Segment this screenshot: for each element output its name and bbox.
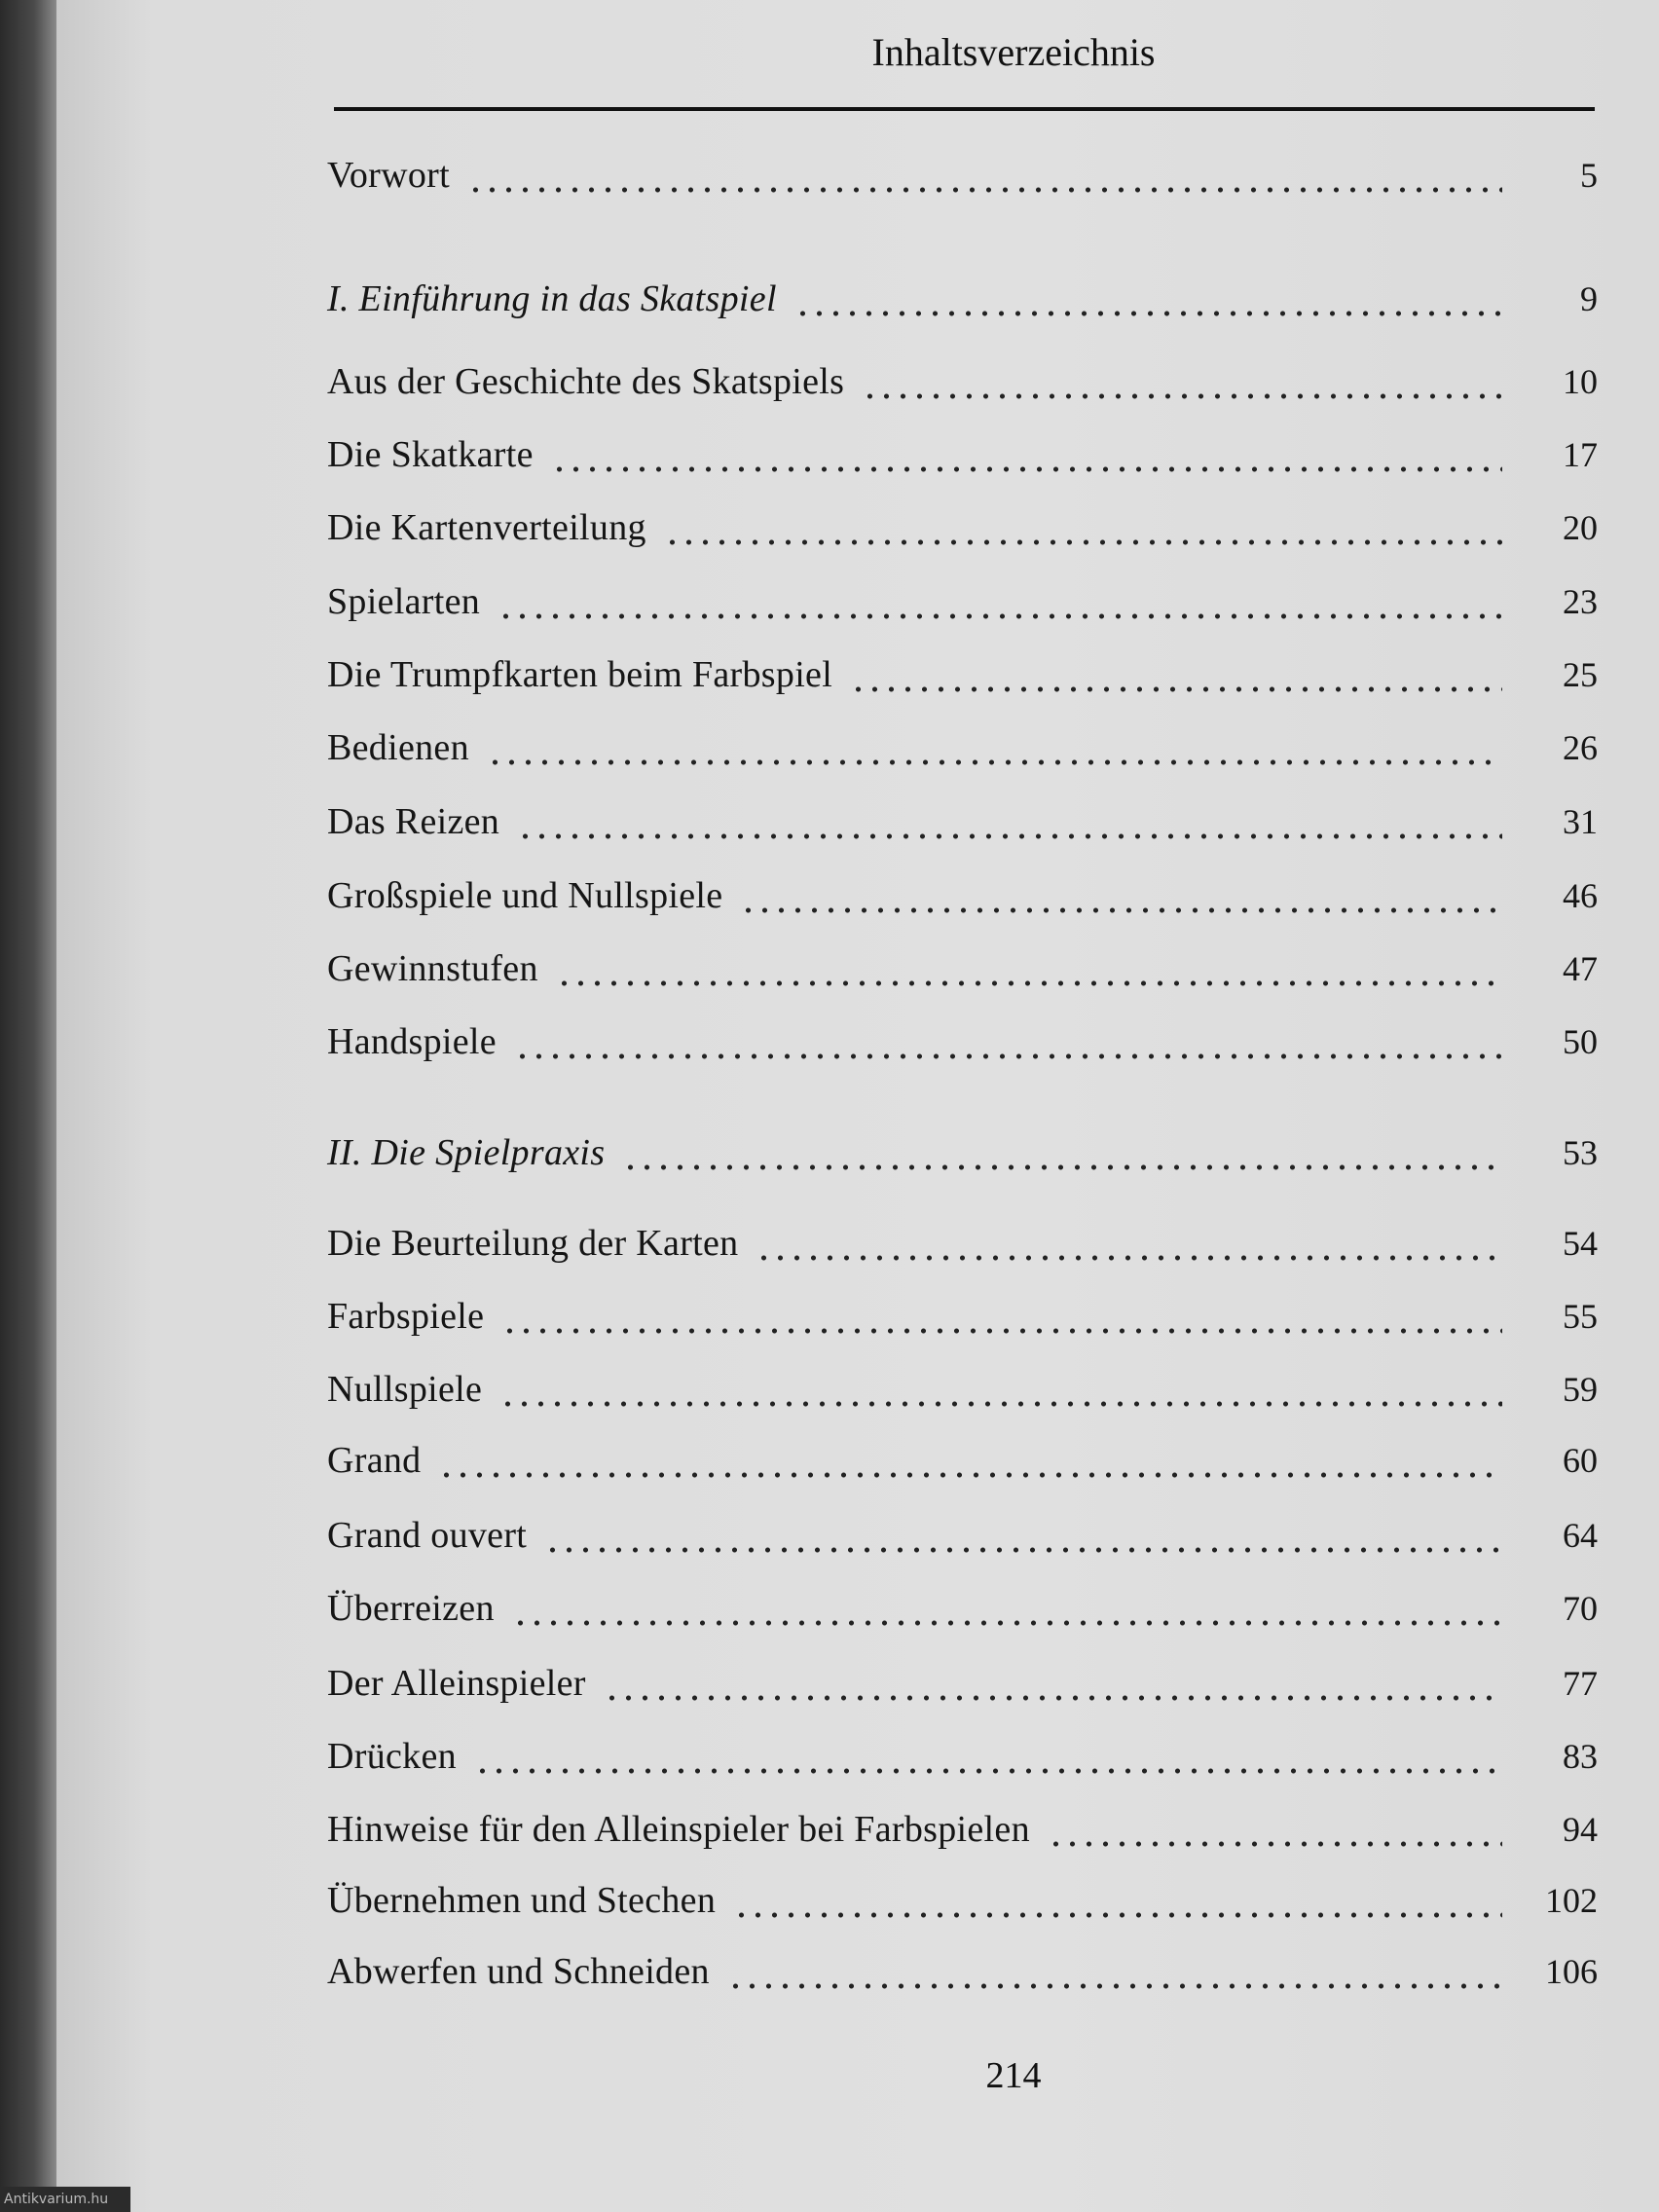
toc-entry-title: Übernehmen und Stechen — [327, 1880, 717, 1921]
dot-leader — [862, 391, 1502, 401]
toc-entry-row — [327, 726, 1598, 781]
toc-page-number: 5 — [1580, 156, 1598, 195]
toc-page-number: 54 — [1563, 1224, 1598, 1263]
toc-entry-title: Gewinnstufen — [327, 948, 538, 989]
toc-entry-title: Farbspiele — [327, 1296, 485, 1337]
toc-entry-title: Spielarten — [327, 581, 481, 622]
dot-leader — [850, 684, 1502, 694]
toc-section-row — [327, 1131, 1598, 1186]
page-number: 214 — [985, 2055, 1042, 2096]
toc-page-number: 10 — [1563, 362, 1598, 401]
toc-page-number: 64 — [1563, 1516, 1598, 1555]
toc-entry-row — [327, 1295, 1598, 1349]
toc-page-number: 47 — [1563, 949, 1598, 988]
dot-leader — [474, 1766, 1502, 1776]
toc-entry-row — [327, 1514, 1598, 1568]
toc-entry-title: Drücken — [327, 1736, 457, 1777]
toc-entry-row — [327, 1020, 1598, 1075]
dot-leader — [622, 1162, 1502, 1172]
toc-page-number: 9 — [1580, 279, 1598, 318]
toc-entry-title: Handspiele — [327, 1021, 497, 1062]
toc-page-number: 26 — [1563, 728, 1598, 767]
book-page — [56, 0, 1659, 2212]
toc-entry-title: Die Trumpfkarten beim Farbspiel — [327, 654, 833, 695]
toc-entry-row — [327, 1368, 1598, 1422]
toc-page-number: 59 — [1563, 1370, 1598, 1409]
toc-entry-title: Vorwort — [327, 155, 450, 196]
toc-entry-row — [327, 800, 1598, 855]
toc-entry-row — [327, 1587, 1598, 1641]
toc-entry-title: Bedienen — [327, 727, 469, 768]
toc-page-number: 17 — [1563, 435, 1598, 474]
toc-entry-title: Hinweise für den Alleinspieler bei Farbspielen — [327, 1809, 1030, 1850]
toc-page-number: 106 — [1545, 1952, 1598, 1991]
watermark: Antikvarium.hu — [0, 2187, 130, 2212]
toc-entry-row — [327, 1808, 1598, 1862]
dot-leader — [733, 1910, 1502, 1920]
dot-leader — [551, 464, 1502, 474]
dot-leader — [514, 1051, 1502, 1061]
toc-page-number: 20 — [1563, 508, 1598, 547]
page-footer — [56, 2054, 1659, 2097]
dot-leader — [664, 537, 1502, 547]
toc-entry-title: Das Reizen — [327, 801, 500, 842]
toc-page-number: 77 — [1563, 1664, 1598, 1703]
dot-leader — [544, 1545, 1502, 1555]
dot-leader — [487, 757, 1502, 767]
toc-entry-title: Die Skatkarte — [327, 434, 534, 475]
toc-entry-row — [327, 874, 1598, 929]
dot-leader — [756, 1253, 1502, 1263]
toc-entry-title: Großspiele und Nullspiele — [327, 875, 723, 916]
dot-leader — [740, 905, 1502, 915]
toc-entry-title: Die Beurteilung der Karten — [327, 1223, 739, 1264]
toc-entry-row — [327, 1662, 1598, 1716]
toc-page-number: 55 — [1563, 1297, 1598, 1336]
toc-entry-row — [327, 580, 1598, 635]
toc-page-number: 102 — [1545, 1881, 1598, 1920]
header-rule — [334, 107, 1595, 111]
toc-entry-row — [327, 653, 1598, 708]
toc-entry-title: Der Alleinspieler — [327, 1663, 586, 1704]
toc-entry-title: Überreizen — [327, 1588, 495, 1629]
dot-leader — [501, 1326, 1502, 1336]
toc-page-number: 50 — [1563, 1022, 1598, 1061]
toc-entry-title: Nullspiele — [327, 1369, 483, 1410]
dot-leader — [794, 309, 1502, 318]
toc-entry-row — [327, 154, 1598, 208]
toc-entry-row — [327, 360, 1598, 415]
header-title: Inhaltsverzeichnis — [871, 30, 1156, 74]
toc-entry-title: Aus der Geschichte des Skatspiels — [327, 361, 845, 402]
toc-entry-row — [327, 1735, 1598, 1789]
toc-page-number: 31 — [1563, 802, 1598, 841]
toc-entry-row — [327, 947, 1598, 1002]
dot-leader — [604, 1693, 1502, 1703]
toc-entry-title: I. Einführung in das Skatspiel — [327, 278, 777, 319]
dot-leader — [438, 1470, 1502, 1480]
toc-page-number: 23 — [1563, 582, 1598, 621]
dot-leader — [517, 831, 1502, 841]
dot-leader — [498, 611, 1502, 621]
toc-entry-title: Grand ouvert — [327, 1515, 528, 1556]
toc-entry-row — [327, 1439, 1598, 1493]
toc-page-number: 60 — [1563, 1441, 1598, 1480]
toc-section-row — [327, 277, 1598, 332]
toc-page-number: 83 — [1563, 1737, 1598, 1776]
toc-entry-row — [327, 433, 1598, 488]
toc-page-number: 53 — [1563, 1133, 1598, 1172]
book-binding-shadow — [0, 0, 56, 2212]
dot-leader — [499, 1399, 1502, 1409]
toc-entry-title: Grand — [327, 1440, 422, 1481]
toc-entry-row — [327, 506, 1598, 561]
dot-leader — [556, 978, 1502, 988]
toc-entry-row — [327, 1950, 1598, 2005]
toc-entry-title: Die Kartenverteilung — [327, 507, 646, 548]
toc-entry-row — [327, 1222, 1598, 1276]
toc-entry-row — [327, 1879, 1598, 1934]
toc-page-number: 94 — [1563, 1810, 1598, 1849]
toc-page-number: 70 — [1563, 1589, 1598, 1628]
toc-page-number: 46 — [1563, 876, 1598, 915]
page-header — [56, 29, 1659, 75]
toc-entry-title: II. Die Spielpraxis — [327, 1132, 606, 1173]
toc-page-number: 25 — [1563, 655, 1598, 694]
dot-leader — [467, 185, 1502, 195]
dot-leader — [1048, 1839, 1502, 1849]
toc-entry-title: Abwerfen und Schneiden — [327, 1951, 710, 1992]
dot-leader — [727, 1981, 1502, 1991]
dot-leader — [512, 1618, 1502, 1628]
